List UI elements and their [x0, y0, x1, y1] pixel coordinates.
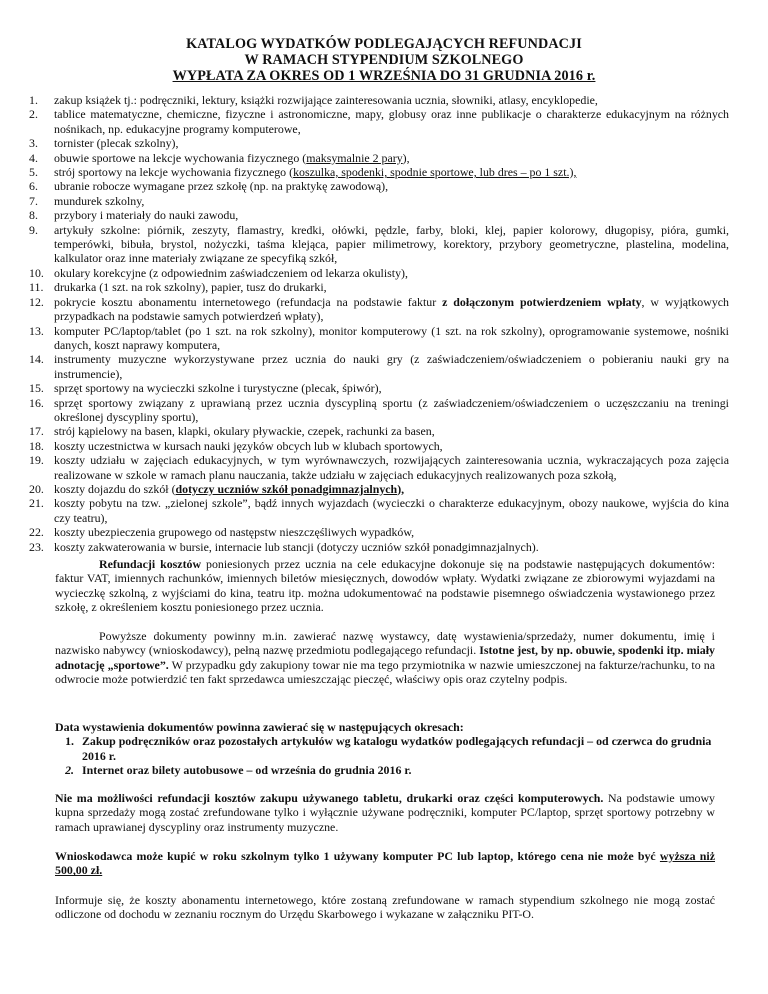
list-item — [29, 136, 729, 150]
list-item — [29, 424, 729, 438]
list-item-number: 16. — [29, 395, 44, 410]
list-item — [29, 396, 729, 425]
list-item-text: zakup książek tj.: podręczniki, lektury, książki rozwijające zainteresowania ucznia, słowniki, atlasy, encyklopedie, — [54, 93, 598, 107]
paragraph-bold: Istotne jest, by np. obuwie, spodenki itp. miały adnotację „sportowe”. — [55, 643, 715, 672]
list-item — [29, 482, 729, 496]
list-item-number: 11. — [29, 280, 44, 295]
list-item — [29, 107, 729, 136]
list-item-number: 8. — [29, 208, 38, 223]
list-item — [29, 208, 729, 222]
list-item-text-part: koszty dojazdu do szkół ( — [54, 481, 176, 496]
list-item-number: 20. — [29, 481, 44, 496]
list-item-number: 13. — [29, 323, 44, 338]
list-item-text — [54, 482, 729, 496]
list-item-number: 10. — [29, 265, 44, 280]
list-item-number: 18. — [29, 438, 44, 453]
dates-list — [55, 734, 715, 777]
list-item-text: koszty uczestnictwa w kursach nauki języków obcych lub w klubach sportowych, — [54, 438, 443, 453]
list-item-text — [54, 151, 729, 165]
list-item-text-part: ), — [402, 150, 410, 165]
list-item-number: 21. — [29, 496, 44, 511]
list-item-text: koszty zakwaterowania w bursie, internacie lub stancji (dotyczy uczniów szkół ponadgimnazjalnych). — [54, 539, 539, 554]
list-item-text: koszty udziału w zajęciach edukacyjnych, w tym wyrównawczych, rozwijających zainteresowania ucznia, wykraczających poza zajęcia realizowane w szkole w ramach planu nauczania, także udziału w zajęciach edukacyjnych realizowanych poza szkołą, — [54, 453, 729, 482]
list-item-bold: z dołączonym potwierdzeniem wpłaty — [442, 294, 642, 309]
list-item-text-part: pokrycie kosztu abonamentu internetowego (refundacja na podstawie faktur — [54, 294, 443, 309]
title-line-2: W RAMACH STYPENDIUM SZKOLNEGO — [244, 52, 524, 68]
list-item-text: instrumenty muzyczne wykorzystywane przez ucznia do nauki gry (z zaświadczeniem/oświadczeniem o pobieraniu nauki gry na instrumencie), — [54, 352, 729, 381]
list-item-number: 3. — [29, 136, 38, 151]
paragraph-text: Powyższe dokumenty powinny m.in. zawierać nazwę wystawcy, datę wystawienia/sprzedaży, numer dokumentu, imię i nazwisko nabywcy (wnioskodawcy), pełną nazwę przedmiotu podlegającego refundacji. — [55, 629, 715, 658]
list-item-text: okulary korekcyjne (z odpowiednim zaświadczeniem od lekarza okulisty), — [54, 265, 408, 280]
expense-catalog-list — [29, 93, 729, 554]
list-item-underlined: dotyczy uczniów szkół ponadgimnazjalnych — [175, 481, 398, 496]
list-item — [29, 324, 729, 353]
list-item — [29, 93, 729, 107]
title-line-3-text: WYPŁATA ZA OKRES OD 1 WRZEŚNIA DO 31 GRUDNIA 2016 r. — [172, 68, 596, 84]
title-line-3 — [0, 68, 768, 84]
list-item — [29, 179, 729, 193]
dates-item-text: Internet oraz bilety autobusowe – od września do grudnia 2016 r. — [82, 763, 412, 778]
document-requirements-paragraph — [55, 629, 715, 687]
list-item-number: 23. — [29, 539, 44, 554]
list-item — [29, 439, 729, 453]
list-item — [29, 453, 729, 482]
list-item-text: tablice matematyczne, chemiczne, fizyczne i astronomiczne, mapy, globusy oraz inne publikacje o charakterze edukacyjnym na różnych nośnikach, np. edukacyjne programy komputerowe, — [54, 107, 729, 136]
list-item-number: 22. — [29, 525, 44, 540]
list-item — [29, 165, 729, 179]
list-item-underlined: koszulka, spodenki, spodnie sportowe, lub dres – po 1 szt.), — [293, 165, 577, 180]
list-item-text — [54, 295, 729, 324]
list-item-number: 2. — [29, 107, 38, 122]
list-item-number: 6. — [29, 179, 38, 194]
list-item-number: 5. — [29, 165, 38, 180]
list-item-text-part: obuwie sportowe na lekcje wychowania fizycznego ( — [54, 150, 307, 165]
list-item-number: 9. — [29, 222, 38, 237]
list-item-text: drukarka (1 szt. na rok szkolny), papier, tusz do drukarki, — [54, 280, 327, 295]
list-item — [29, 496, 729, 525]
list-item-text: artykuły szkolne: piórnik, zeszyty, flamastry, kredki, ołówki, pędzle, farby, bloki, klej, papier kolorowy, długopisy, pióra, gumki, temperówki, bibuła, brystol, nożyczki, taśma klejąca, papier milimetrowy, korektory, przybory geometryczne, plastelina, modelina, kalkulator oraz inne materiały związane ze specyfiką szkół, — [54, 222, 729, 266]
document-dates-section — [55, 720, 715, 778]
refund-documents-paragraph — [55, 557, 715, 615]
internet-tax-paragraph: Informuje się, że koszty abonamentu internetowego, które zostaną zrefundowane w ramach stypendium szkolnego nie mogą zostać odliczone od dochodu w zeznaniu rocznym do Urzędu Skarbowego i wykazane w załączniku PIT-O. — [55, 893, 715, 922]
title-line-1: KATALOG WYDATKÓW PODLEGAJĄCYCH REFUNDACJI — [186, 36, 582, 52]
list-item-number: 19. — [29, 453, 44, 468]
list-item-text — [54, 165, 729, 179]
list-item-text: przybory i materiały do nauki zawodu, — [54, 208, 239, 223]
dates-list-item — [55, 734, 715, 763]
list-item-text: koszty ubezpieczenia grupowego od następstw nieszczęśliwych wypadków, — [54, 525, 415, 540]
list-item-number: 17. — [29, 424, 44, 439]
paragraph-bold-lead: Nie ma możliwości refundacji kosztów zakupu używanego tabletu, drukarki oraz części komputerowych. — [55, 791, 604, 805]
dates-heading: Data wystawienia dokumentów powinna zawierać się w następujących okresach: — [55, 720, 464, 734]
list-item-number: 7. — [29, 193, 38, 208]
list-item — [29, 266, 729, 280]
list-item-number: 15. — [29, 381, 44, 396]
dates-list-item — [55, 763, 715, 777]
list-item-text: koszty pobytu na tzw. „zielonej szkole”, bądź innych wyjazdach (wycieczki o charakterze edukacyjnym, obozy naukowe, wyjścia do kina czy teatru), — [54, 496, 729, 525]
list-item — [29, 280, 729, 294]
list-item-text: tornister (plecak szkolny), — [54, 136, 179, 151]
used-computer-limit-paragraph — [55, 849, 715, 878]
paragraph-bold-lead: Refundacji kosztów — [99, 557, 202, 571]
list-item-text: strój kąpielowy na basen, klapki, okulary pływackie, czepek, rachunki za basen, — [54, 424, 435, 439]
list-item-number: 12. — [29, 294, 44, 309]
list-item-text-part: strój sportowy na lekcje wychowania fizycznego ( — [54, 165, 294, 180]
list-item — [29, 295, 729, 324]
paragraph-text: Na podstawie umowy kupna sprzedaży mogą zostać zrefundowane tylko i wyłącznie używane podręczniki, komputer PC/laptop, sprzęt sportowy potrzebny w ramach uprawianej dyscypliny oraz instrumenty muzyczne. — [55, 791, 715, 834]
paragraph-underlined: wyższa niż 500,00 zł. — [55, 849, 716, 878]
list-item — [29, 194, 729, 208]
list-item-number: 4. — [29, 150, 38, 165]
used-equipment-paragraph — [55, 791, 715, 834]
dates-item-number: 2. — [65, 763, 74, 778]
list-item — [29, 540, 729, 554]
list-item-underlined: maksymalnie 2 pary — [306, 150, 403, 165]
list-item — [29, 151, 729, 165]
list-item-text: sprzęt sportowy na wycieczki szkolne i turystyczne (plecak, śpiwór), — [54, 381, 382, 396]
list-item-text-part: , w wyjątkowych przypadkach na podstawie samych potwierdzeń wpłaty), — [54, 294, 729, 324]
list-item-text: ubranie robocze wymagane przez szkołę (np. na praktykę zawodową), — [54, 179, 389, 194]
list-item-text: mundurek szkolny, — [54, 193, 145, 208]
list-item-number: 1. — [29, 93, 38, 107]
paragraph-text: Wnioskodawca może kupić w roku szkolnym tylko 1 używany komputer PC lub laptop, którego cena nie może być — [55, 849, 660, 863]
list-item — [29, 223, 729, 266]
paragraph-text: W przypadku gdy zakupiony towar nie ma tego przymiotnika w nazwie umieszczonej na fakturze/rachunku, to na odwrocie może potwierdzić ten fakt sprzedawca umieszczając pieczęć, właściwy opis oraz czytelny podpis. — [55, 657, 716, 687]
dates-item-number: 1. — [65, 734, 74, 749]
list-item-text: sprzęt sportowy związany z uprawianą przez ucznia dyscypliną sportu (z zaświadczeniem/oświadczeniem o uczęszczaniu na treningi określonej dyscypliny sportu), — [54, 395, 729, 424]
list-item-text-part: ), — [397, 481, 405, 496]
list-item — [29, 381, 729, 395]
list-item — [29, 352, 729, 381]
paragraph-text: poniesionych przez ucznia na cele edukacyjne dokonuje się na podstawie następujących dokumentów: faktur VAT, imiennych rachunków, imiennych biletów miesięcznych, dowodów wpłaty. Wydatki związane ze zbiorowymi wyjazdami na wycieczkę szkolną, z wyjściami do kina, teatru itp. można udokumentować na podstawie pisemnego oświadczenia wystawionego przez szkołę, z określeniem kosztu poniesionego przez ucznia. — [55, 557, 716, 615]
list-item — [29, 525, 729, 539]
list-item-text: komputer PC/laptop/tablet (po 1 szt. na rok szkolny), monitor komputerowy (1 szt. na rok szkolny), oprogramowanie systemowe, nośniki danych, koszt naprawy komputera, — [54, 323, 729, 352]
list-item-number: 14. — [29, 352, 44, 367]
dates-item-text: Zakup podręczników oraz pozostałych artykułów wg katalogu wydatków podlegających refundacji – od czerwca do grudnia 2016 r. — [82, 734, 712, 763]
